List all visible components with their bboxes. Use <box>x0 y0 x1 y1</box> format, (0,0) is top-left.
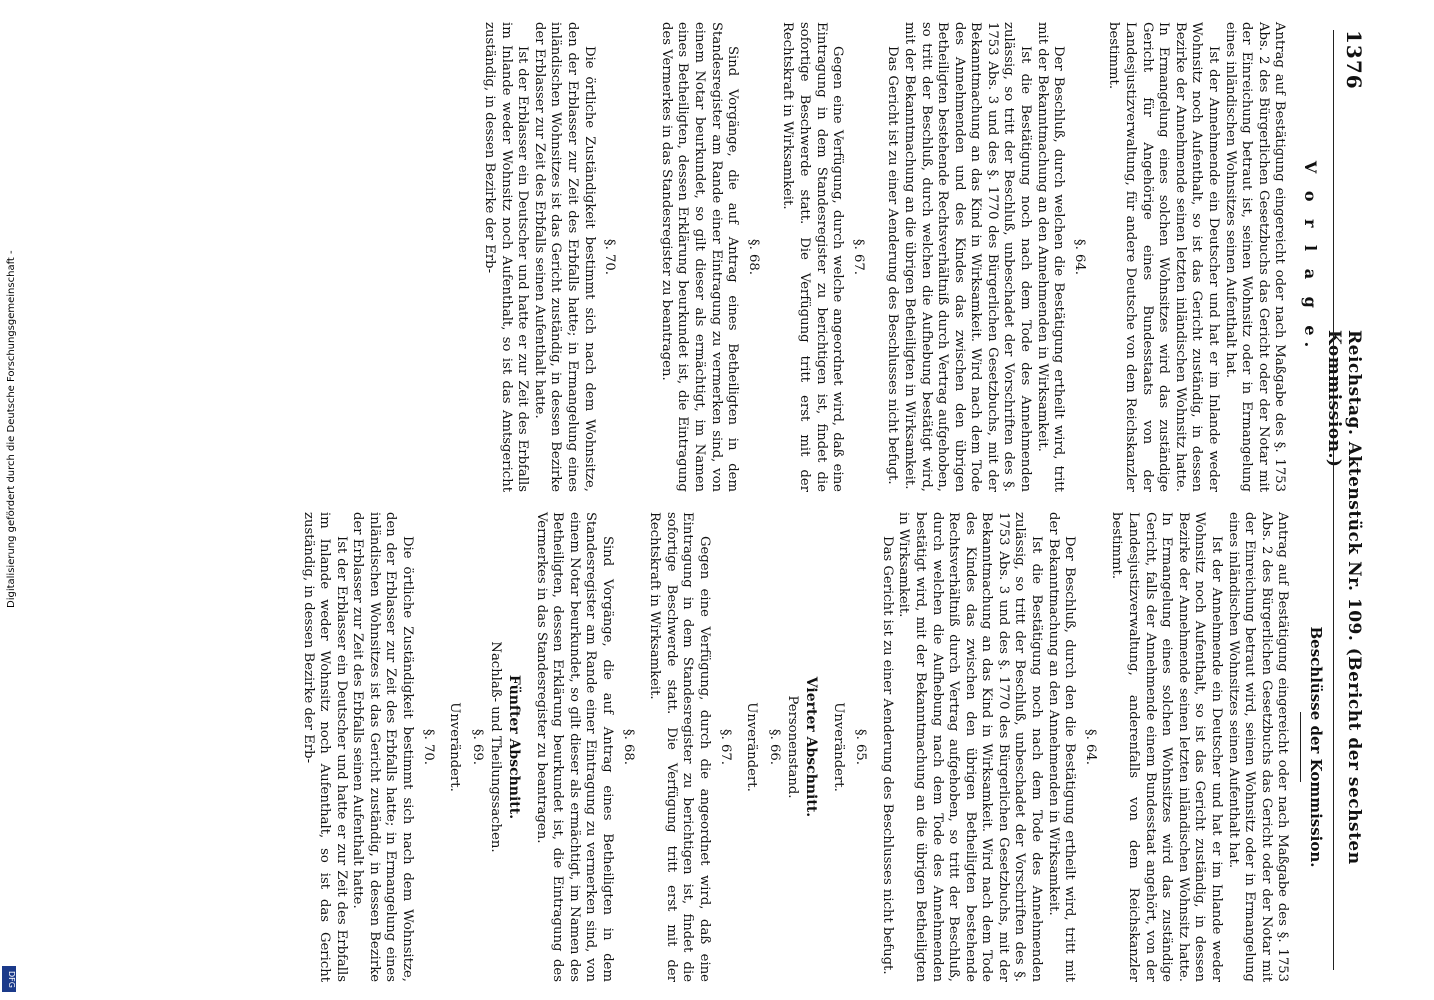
paragraph: Sind Vorgänge, die auf Antrag eines Betheiligten in dem Standesregister am Rande einer Eintragung zu vermerken sind, von einem Notar beurkundet, so gilt dieser als ermächtigt, im Namen des Betheiligten, dessen Erklärung beurkundet ist, die Eintragung des Vermerkes in das Standesregister zu beantragen. <box>533 512 616 982</box>
section-number: §. 64. <box>1071 239 1087 275</box>
header-rule <box>1333 30 1334 970</box>
paragraph: Die örtliche Zuständigkeit bestimmt sich nach dem Wohnsitze, den der Erblasser zur Zeit des Erbfalls hatte; in Ermangelung eines inländischen Wohnsitzes ist das Gericht zuständig, in dessen Bezirke der Erblasser zur Zeit des Erbfalls seinen Aufenthalt hatte. <box>350 512 416 982</box>
unchanged-note: Unverändert. <box>830 702 846 792</box>
paragraph: Antrag auf Bestätigung eingereicht oder nach Maßgabe des §. 1753 Abs. 2 des Bürgerlichen Gesetzbuchs das Gericht oder der Notar mit der Einreichung betraut ist, seinen Wohnsitz oder in Ermangelung eines inländischen Wohnsitzes seinen Aufenthalt hat. <box>1222 22 1288 492</box>
right-column-title: Beschlüsse der Kommission. <box>1307 626 1325 868</box>
paragraph: Ist der Annehmende ein Deutscher und hat er im Inlande weder Wohnsitz noch Aufenthalt, so ist das Gericht zuständig, in dessen Bezirke der Annehmende seinen letzten inländischen Wohnsitz hatte. In Ermangelung eines solchen Wohnsitzes wird das zuständige Gericht, falls der Annehmende einem Bundesstaat angehört, von der Landesjustizverwaltung, anderenfalls von dem Reichskanzler bestimmt. <box>1109 512 1225 982</box>
paragraph: Antrag auf Bestätigung eingereicht oder nach Maßgabe des §. 1753 Abs. 2 des Bürgerlichen Gesetzbuchs das Gericht oder der Notar mit der Einreichung betraut wird, seinen Wohnsitz oder in Ermangelung eines inländischen Wohnsitzes seinen Aufenthalt hat. <box>1225 512 1291 982</box>
section-number: §. 69. <box>469 729 485 765</box>
unchanged-note: Unverändert. <box>447 702 463 792</box>
title-rule <box>1300 712 1301 782</box>
right-column-beschluesse <box>299 512 1326 982</box>
digitization-credit: Digitalisierung gefördert durch die Deutsche Forschungsgemeinschaft - <box>6 250 17 608</box>
page-number: 1376 <box>1342 30 1366 90</box>
section-number: §. 64. <box>1082 729 1098 765</box>
paragraph: Gegen eine Verfügung, durch die angeordnet wird, daß eine Eintragung in dem Standesregister zu berichtigen ist, findet die sofortige Beschwerde statt. Die Verfügung tritt erst mit der Rechtskraft in Wirksamkeit. <box>647 512 712 982</box>
paragraph: Das Gericht ist zu einer Aenderung des Beschlusses nicht befugt. <box>885 46 901 485</box>
section-number: §. 67. <box>717 729 733 765</box>
section-number: §. 65. <box>853 729 869 765</box>
paragraph: Der Beschluß, durch welchen die Bestätigung ertheilt wird, tritt mit der Bekanntmachung an den Annehmenden in Wirksamkeit. <box>1034 22 1067 492</box>
paragraph: Ist die Bestätigung noch nach dem Tode des Annehmenden zulässig, so tritt der Beschluß, unbeschadet der Vorschriften des §. 1753 Abs. 3 und des §. 1770 des Bürgerlichen Gesetzbuchs, mit der Bekanntmachung an das Kind in Wirksamkeit. Wird nach dem Tode des Annehmenden und des Kindes das zwischen den übrigen Betheiligten bestehende Rechtsverhältniß durch Vertrag aufgehoben, so tritt der Beschluß, durch welchen die Aufhebung bestätigt wird, mit der Bekanntmachung an die übrigen Betheiligten in Wirksamkeit. <box>901 22 1034 492</box>
left-column-vorlage <box>480 22 1326 492</box>
chapter-subheading: Personenstand. <box>785 695 801 799</box>
section-number: §. 68. <box>620 729 636 765</box>
paragraph: Ist der Annehmende ein Deutscher und hat er im Inlande weder Wohnsitz noch Aufenthalt, so ist das Gericht zuständig, in dessen Bezirke der Annehmende seinen letzten inländischen Wohnsitz hatte. In Ermangelung eines solchen Wohnsitzes wird das zuständige Gericht für Angehörige eines Bundesstaats von der Landesjustizverwaltung, für andere Deutsche von dem Reichskanzler bestimmt. <box>1106 22 1222 492</box>
page-header <box>1324 30 1376 970</box>
paragraph: Ist die Bestätigung noch nach dem Tode des Annehmenden zulässig, so tritt der Beschluß, unbeschadet der Vorschriften des §. 1753 Abs. 3 und des §. 1770 des Bürgerlichen Gesetzbuchs, mit der Bekanntmachung an das Kind in Wirksamkeit. Wird nach dem Tode des Kindes das zwischen den übrigen Betheiligten bestehende Rechtsverhältniß durch Vertrag aufgehoben, so tritt der Beschluß, durch welchen die Aufhebung nach dem Tode des Annehmenden bestätigt wird, mit der Bekanntmachung an die übrigen Betheiligten in Wirksamkeit. <box>896 512 1045 982</box>
section-number: §. 68. <box>745 239 761 275</box>
paragraph: Gegen eine Verfügung, durch welche angeordnet wird, daß eine Eintragung in dem Standesregister zu berichtigen ist, findet die sofortige Beschwerde statt. Die Verfügung tritt erst mit der Rechtskraft in Wirksamkeit. <box>780 22 846 492</box>
unchanged-note: Unverändert. <box>744 702 760 792</box>
section-number: §. 66. <box>766 729 782 765</box>
chapter-heading: Vierter Abschnitt. <box>802 676 819 818</box>
section-number: §. 67. <box>850 239 866 275</box>
running-title: Reichstag. Aktenstück Nr. 109. (Bericht der sechsten Kommission.) <box>1324 330 1364 865</box>
paragraph: Die örtliche Zuständigkeit bestimmt sich nach dem Wohnsitze, den der Erblasser zur Zeit des Erbfalls hatte; in Ermangelung eines inländischen Wohnsitzes ist das Gericht zuständig, in dessen Bezirke der Erblasser zur Zeit des Erbfalls seinen Aufenthalt hatte. <box>531 22 597 492</box>
section-number: §. 70. <box>602 239 618 275</box>
paragraph: Der Beschluß, durch den die Bestätigung ertheilt wird, tritt mit der Bekanntmachung an den Annehmenden in Wirksamkeit. <box>1045 512 1078 982</box>
left-column-title: V o r l a g e. <box>1301 160 1320 354</box>
paragraph: Ist der Erblasser ein Deutscher und hatte er zur Zeit des Erbfalls im Inlande weder Wohnsitz noch Aufenthalt, so ist das Amtsgericht zuständig, in dessen Bezirke der Erb- <box>482 22 531 492</box>
chapter-heading: Fünfter Abschnitt. <box>506 674 523 820</box>
paragraph: Ist der Erblasser ein Deutscher und hatte er zur Zeit des Erbfalls im Inlande weder Wohnsitz noch Aufenthalt, so ist das Gericht zuständig, in dessen Bezirke der Erb- <box>300 512 349 982</box>
paragraph: Das Gericht ist zu einer Aenderung des Beschlusses nicht befugt. <box>879 536 895 975</box>
paragraph: Sind Vorgänge, die auf Antrag eines Betheiligten in dem Standesregister am Rande einer Eintragung zu vermerken sind, von einem Notar beurkundet, so gilt dieser als ermächtigt, im Namen eines Betheiligten, dessen Erklärung beurkundet ist, die Eintragung des Vermerkes in das Standesregister zu beantragen. <box>658 22 741 492</box>
chapter-subheading: Nachlaß- und Theilungssachen. <box>488 641 504 853</box>
dfg-logo: DFG <box>2 966 16 992</box>
section-number: §. 70. <box>420 729 436 765</box>
